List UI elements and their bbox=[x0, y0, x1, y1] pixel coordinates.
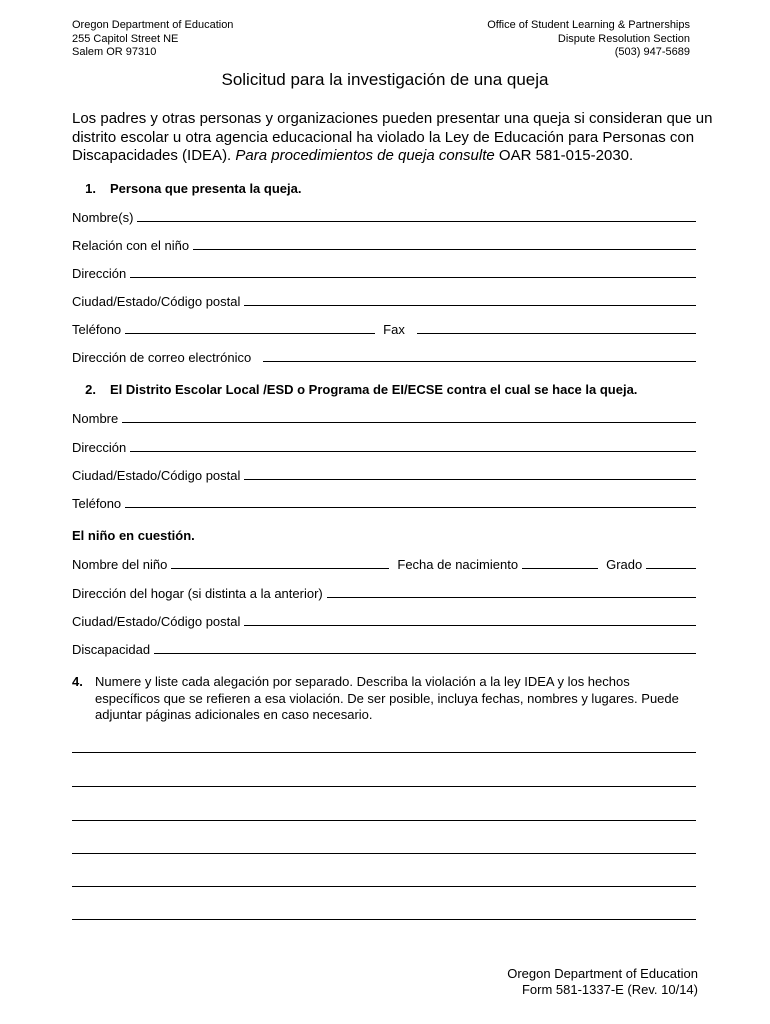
home-address-line[interactable] bbox=[327, 585, 696, 598]
email-line[interactable] bbox=[263, 349, 696, 362]
allegation-line[interactable] bbox=[72, 853, 696, 854]
field-district-name[interactable] bbox=[72, 408, 696, 426]
child-city-line[interactable] bbox=[244, 613, 696, 626]
page-title: Solicitud para la investigación de una queja bbox=[221, 70, 549, 89]
field-relation[interactable] bbox=[72, 235, 696, 253]
intro-paragraph bbox=[72, 110, 732, 166]
label-home-address: Dirección del hogar (si distinta a la anterior) bbox=[72, 586, 323, 601]
header-right-block bbox=[487, 19, 690, 60]
label-disability: Discapacidad bbox=[72, 642, 151, 657]
header-section: Dispute Resolution Section bbox=[557, 32, 690, 45]
district-name-line[interactable] bbox=[122, 410, 696, 423]
footer-org: Oregon Department of Education bbox=[507, 966, 698, 981]
city-line[interactable] bbox=[244, 293, 696, 306]
relation-line[interactable] bbox=[193, 237, 696, 250]
label-phone: Teléfono bbox=[72, 322, 122, 337]
section3-heading: El niño en cuestión. bbox=[72, 528, 195, 543]
label-address: Dirección bbox=[72, 266, 127, 281]
names-line[interactable] bbox=[137, 209, 696, 222]
allegation-line[interactable] bbox=[72, 820, 696, 821]
label-district-phone: Teléfono bbox=[72, 496, 122, 511]
district-city-line[interactable] bbox=[244, 467, 696, 480]
field-district-phone[interactable] bbox=[72, 493, 696, 511]
disability-line[interactable] bbox=[154, 641, 696, 654]
district-address-line[interactable] bbox=[130, 439, 696, 452]
header-city: Salem OR 97310 bbox=[72, 46, 157, 58]
label-relation: Relación con el niño bbox=[72, 238, 190, 253]
label-email: Dirección de correo electrónico bbox=[72, 350, 252, 365]
header-org: Oregon Department of Education bbox=[72, 19, 234, 31]
section1-heading bbox=[72, 181, 301, 196]
field-child-info[interactable] bbox=[72, 554, 696, 572]
field-home-address[interactable] bbox=[72, 583, 696, 601]
intro-italic: Para procedimientos de queja consulte bbox=[235, 147, 495, 164]
child-name-line[interactable] bbox=[171, 556, 389, 569]
phone-line[interactable] bbox=[125, 321, 375, 334]
label-names: Nombre(s) bbox=[72, 210, 134, 225]
field-complainant-address[interactable] bbox=[72, 263, 696, 281]
intro-ref: OAR 581-015-2030. bbox=[494, 147, 634, 164]
allegation-line[interactable] bbox=[72, 919, 696, 920]
label-dob: Fecha de nacimiento bbox=[397, 557, 519, 572]
section4-text: Numere y liste cada alegación por separado. Describa la violación a la ley IDEA y los hechos específicos que se refieren a esa violación. De ser posible, incluya fechas, nombres y lugares. Puede adjuntar páginas adicionales en caso necesario. bbox=[95, 674, 679, 722]
grade-line[interactable] bbox=[646, 556, 696, 569]
section1-number: 1. bbox=[85, 181, 96, 196]
label-child-name: Nombre del niño bbox=[72, 557, 168, 572]
intro-text: Los padres y otras personas y organizaciones pueden presentar una queja si consideran que un distrito escolar u otra agencia educacional ha violado la Ley de Educación para Personas con Discapacidades (IDEA). bbox=[72, 110, 713, 164]
field-child-city[interactable] bbox=[72, 611, 696, 629]
footer-form: Form 581-1337-E (Rev. 10/14) bbox=[521, 982, 698, 997]
district-phone-line[interactable] bbox=[125, 495, 696, 508]
allegation-line[interactable] bbox=[72, 786, 696, 787]
section2-number: 2. bbox=[85, 382, 96, 397]
label-child-city: Ciudad/Estado/Código postal bbox=[72, 614, 241, 629]
section2-title: El Distrito Escolar Local /ESD o Programa de EI/ECSE contra el cual se hace la queja. bbox=[110, 382, 638, 397]
label-district-address: Dirección bbox=[72, 440, 127, 455]
footer bbox=[507, 966, 698, 998]
header-left-block bbox=[72, 19, 233, 60]
label-grade: Grado bbox=[606, 557, 643, 572]
label-district-name: Nombre bbox=[72, 411, 119, 426]
header-phone: (503) 947-5689 bbox=[614, 46, 690, 58]
field-district-city[interactable] bbox=[72, 465, 696, 483]
fax-line[interactable] bbox=[417, 321, 696, 334]
field-email[interactable] bbox=[72, 347, 696, 365]
section1-title: Persona que presenta la queja. bbox=[110, 181, 302, 196]
field-complainant-names[interactable] bbox=[72, 207, 696, 225]
header-office: Office of Student Learning & Partnerships bbox=[487, 19, 690, 31]
dob-line[interactable] bbox=[522, 556, 598, 569]
header-street: 255 Capitol Street NE bbox=[72, 32, 179, 45]
label-city: Ciudad/Estado/Código postal bbox=[72, 294, 241, 309]
label-fax: Fax bbox=[383, 322, 405, 337]
section4-number: 4. bbox=[72, 674, 83, 689]
field-complainant-city[interactable] bbox=[72, 291, 696, 309]
section2-heading bbox=[72, 382, 637, 397]
field-disability[interactable] bbox=[72, 639, 696, 657]
allegation-line[interactable] bbox=[72, 886, 696, 887]
field-district-address[interactable] bbox=[72, 437, 696, 455]
address-line[interactable] bbox=[130, 265, 696, 278]
section4-instructions bbox=[72, 674, 682, 724]
allegation-line[interactable] bbox=[72, 752, 696, 753]
field-phone-fax[interactable] bbox=[72, 319, 696, 337]
label-district-city: Ciudad/Estado/Código postal bbox=[72, 468, 241, 483]
